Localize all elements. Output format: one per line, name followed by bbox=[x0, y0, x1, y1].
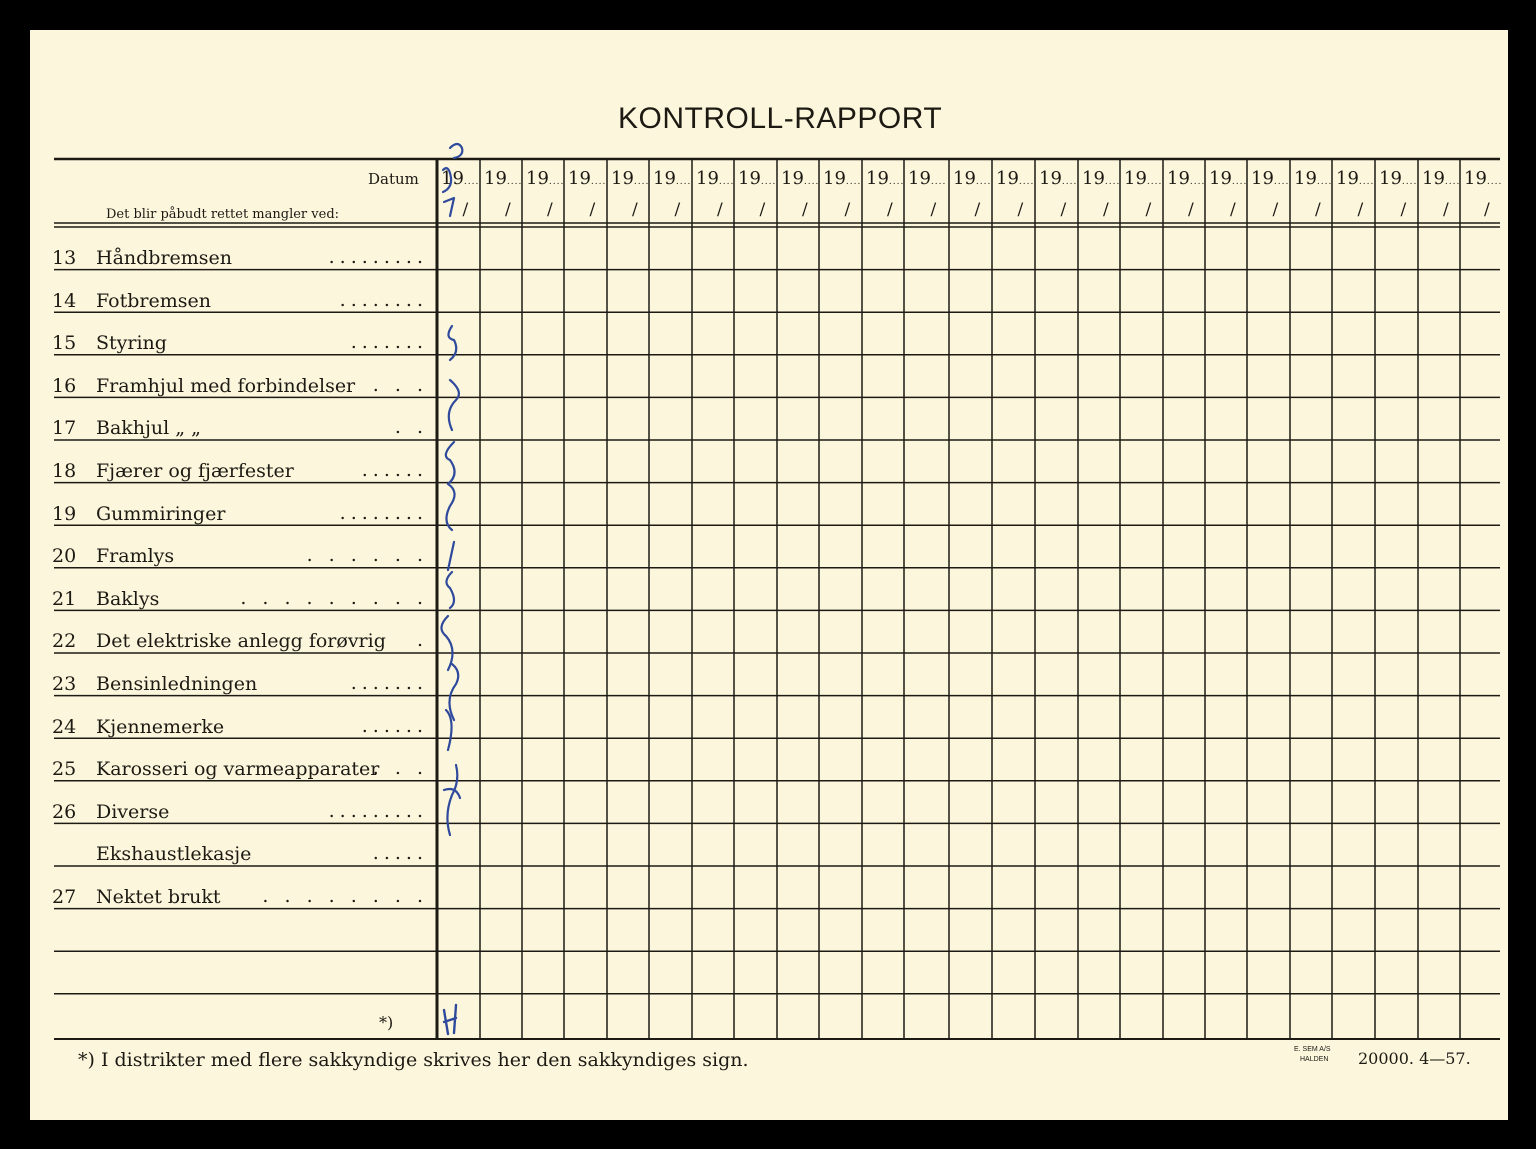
date-blank: .... bbox=[1316, 177, 1333, 187]
date-blank: .... bbox=[888, 177, 905, 187]
vertical-note bbox=[441, 326, 460, 835]
item-number: 15 bbox=[52, 332, 77, 355]
leader-dots: . bbox=[416, 629, 428, 652]
item-number: 20 bbox=[52, 545, 77, 568]
date-blank: .... bbox=[803, 177, 820, 187]
item-number: 27 bbox=[52, 886, 77, 908]
date-slash: / bbox=[1145, 200, 1152, 220]
year-prefix: 19.... bbox=[484, 168, 523, 189]
year-prefix: 19.... bbox=[1251, 168, 1290, 189]
print-code: 20000. 4—57. bbox=[1358, 1049, 1471, 1068]
date-blank: .... bbox=[1189, 177, 1206, 187]
item-label: Bakhjul „ „ bbox=[96, 417, 202, 440]
date-blank: .... bbox=[1486, 177, 1503, 187]
handwritten-annotations bbox=[30, 30, 1508, 1120]
item-label: Baklys bbox=[96, 587, 160, 610]
date-slash: / bbox=[1484, 200, 1490, 220]
date-blank: .... bbox=[1358, 177, 1375, 187]
leader-dots: . . . . . . bbox=[306, 544, 428, 567]
date-blank: .... bbox=[760, 177, 777, 187]
date-blank: .... bbox=[1018, 177, 1035, 187]
item-label: Fjærer og fjærfester bbox=[96, 460, 294, 482]
date-slash: / bbox=[1017, 200, 1024, 220]
year-prefix: 19.... bbox=[1294, 168, 1333, 189]
item-label: Kjennemerke bbox=[96, 715, 225, 738]
year-prefix: 19.... bbox=[1336, 168, 1375, 189]
date-blank: .... bbox=[590, 177, 607, 187]
date-blank: .... bbox=[1273, 177, 1290, 187]
date-slash: / bbox=[759, 200, 766, 220]
year-prefix: 19.... bbox=[1082, 168, 1121, 189]
date-slash: / bbox=[1400, 200, 1407, 220]
date-slash: / bbox=[547, 200, 553, 220]
year-prefix: 19.... bbox=[1464, 168, 1503, 189]
year-prefix: 19.... bbox=[738, 168, 777, 189]
date-blank: .... bbox=[675, 177, 692, 187]
year-prefix: 19.... bbox=[568, 168, 607, 189]
date-blank: .... bbox=[930, 177, 947, 187]
item-number: 25 bbox=[52, 758, 77, 781]
date-blank: .... bbox=[463, 177, 480, 187]
year-prefix: 19.... bbox=[526, 168, 565, 189]
year-prefix: 19.... bbox=[866, 168, 905, 189]
year-prefix: 19.... bbox=[1167, 168, 1206, 189]
date-slash: / bbox=[1357, 200, 1364, 220]
year-prefix: 19.... bbox=[1039, 168, 1078, 189]
date-blank: .... bbox=[633, 177, 650, 187]
date-slash: / bbox=[632, 200, 638, 220]
leader-dots: ......... bbox=[328, 246, 428, 268]
item-label: Bensinledningen bbox=[96, 673, 258, 695]
leader-dots: ...... bbox=[361, 459, 428, 481]
year-prefix: 19.... bbox=[781, 168, 820, 189]
item-label: Diverse bbox=[96, 800, 170, 823]
date-slash: / bbox=[844, 200, 851, 220]
date-slash: / bbox=[1103, 200, 1109, 220]
year-prefix: 19.... bbox=[1379, 168, 1418, 189]
item-number: 26 bbox=[52, 800, 77, 823]
leader-dots: . . . bbox=[372, 373, 428, 396]
leader-dots: . . . . . . . . bbox=[262, 885, 428, 907]
date-slash: / bbox=[974, 200, 981, 220]
item-label: Styring bbox=[96, 332, 167, 355]
item-label: Karosseri og varmeapparater bbox=[96, 758, 380, 781]
date-blank: .... bbox=[1061, 177, 1078, 187]
leader-dots: ...... bbox=[361, 714, 428, 737]
date-blank: .... bbox=[975, 177, 992, 187]
year-prefix: 19.... bbox=[653, 168, 692, 189]
date-slash: / bbox=[930, 200, 937, 220]
item-label: Nektet brukt bbox=[96, 886, 221, 908]
leader-dots: ....... bbox=[350, 331, 428, 354]
year-prefix: 19.... bbox=[953, 168, 992, 189]
item-number: 21 bbox=[52, 587, 77, 610]
year-prefix: 19.... bbox=[908, 168, 947, 189]
date-blank: .... bbox=[1401, 177, 1418, 187]
signature-mark bbox=[444, 1005, 456, 1034]
date-blank: .... bbox=[845, 177, 862, 187]
leader-dots: ........ bbox=[339, 288, 428, 311]
date-slash: / bbox=[717, 200, 723, 220]
date-slash: / bbox=[462, 200, 469, 220]
date-blank: .... bbox=[718, 177, 735, 187]
year-prefix: 19.... bbox=[611, 168, 650, 189]
item-number: 14 bbox=[52, 289, 77, 312]
date-blank: .... bbox=[1146, 177, 1163, 187]
item-label: Gummiringer bbox=[96, 502, 226, 525]
leader-dots: ....... bbox=[350, 672, 428, 694]
printer-city: HALDEN bbox=[1300, 1056, 1329, 1063]
date-slash: / bbox=[1272, 200, 1279, 220]
inspection-card bbox=[30, 30, 1508, 1120]
item-label: Framhjul med forbindelser bbox=[96, 374, 356, 397]
item-number: 18 bbox=[52, 460, 77, 482]
year-prefix: 19.... bbox=[823, 168, 862, 189]
date-blank: .... bbox=[1104, 177, 1121, 187]
date-blank: .... bbox=[1444, 177, 1461, 187]
item-number: 13 bbox=[52, 247, 77, 269]
item-number: 19 bbox=[52, 502, 77, 525]
date-slash: / bbox=[505, 200, 511, 220]
form-title: KONTROLL-RAPPORT bbox=[618, 102, 943, 135]
year-prefix: 19.... bbox=[441, 168, 480, 189]
leader-dots: . . bbox=[394, 416, 428, 439]
item-label: Håndbremsen bbox=[96, 247, 233, 269]
year-prefix: 19.... bbox=[996, 168, 1035, 189]
date-blank: .... bbox=[506, 177, 523, 187]
date-annotation bbox=[443, 144, 462, 216]
item-number: 22 bbox=[52, 630, 77, 653]
date-slash: / bbox=[802, 200, 808, 220]
year-prefix: 19.... bbox=[696, 168, 735, 189]
date-slash: / bbox=[589, 200, 596, 220]
item-number: 24 bbox=[52, 715, 77, 738]
year-prefix: 19.... bbox=[1422, 168, 1461, 189]
date-blank: .... bbox=[548, 177, 565, 187]
leader-dots: ......... bbox=[328, 799, 428, 822]
item-number: 16 bbox=[52, 374, 77, 397]
date-slash: / bbox=[1060, 200, 1067, 220]
date-slash: / bbox=[1443, 200, 1449, 220]
datum-label: Datum bbox=[368, 170, 419, 188]
item-number: 17 bbox=[52, 417, 77, 440]
year-prefix: 19.... bbox=[1209, 168, 1248, 189]
instruction-text: Det blir påbudt rettet mangler ved: bbox=[106, 207, 340, 222]
leader-dots: . . . bbox=[372, 757, 428, 780]
footnote: *) I distrikter med flere sakkyndige skrives her den sakkyndiges sign. bbox=[78, 1049, 749, 1071]
signature-marker: *) bbox=[379, 1013, 394, 1032]
date-slash: / bbox=[887, 200, 893, 220]
item-label: Framlys bbox=[96, 545, 175, 568]
item-label: Det elektriske anlegg forøvrig bbox=[96, 630, 386, 653]
printer-name: E. SEM A/S bbox=[1294, 1046, 1331, 1053]
date-blank: .... bbox=[1231, 177, 1248, 187]
date-slash: / bbox=[674, 200, 681, 220]
date-slash: / bbox=[1188, 200, 1194, 220]
date-slash: / bbox=[1315, 200, 1321, 220]
leader-dots: ........ bbox=[339, 501, 428, 524]
leader-dots: ..... bbox=[372, 842, 428, 865]
leader-dots: . . . . . . . . . bbox=[240, 586, 428, 609]
item-label: Ekshaustlekasje bbox=[96, 843, 252, 866]
year-prefix: 19.... bbox=[1124, 168, 1163, 189]
item-number: 23 bbox=[52, 673, 77, 695]
item-label: Fotbremsen bbox=[96, 289, 211, 312]
date-slash: / bbox=[1230, 200, 1236, 220]
